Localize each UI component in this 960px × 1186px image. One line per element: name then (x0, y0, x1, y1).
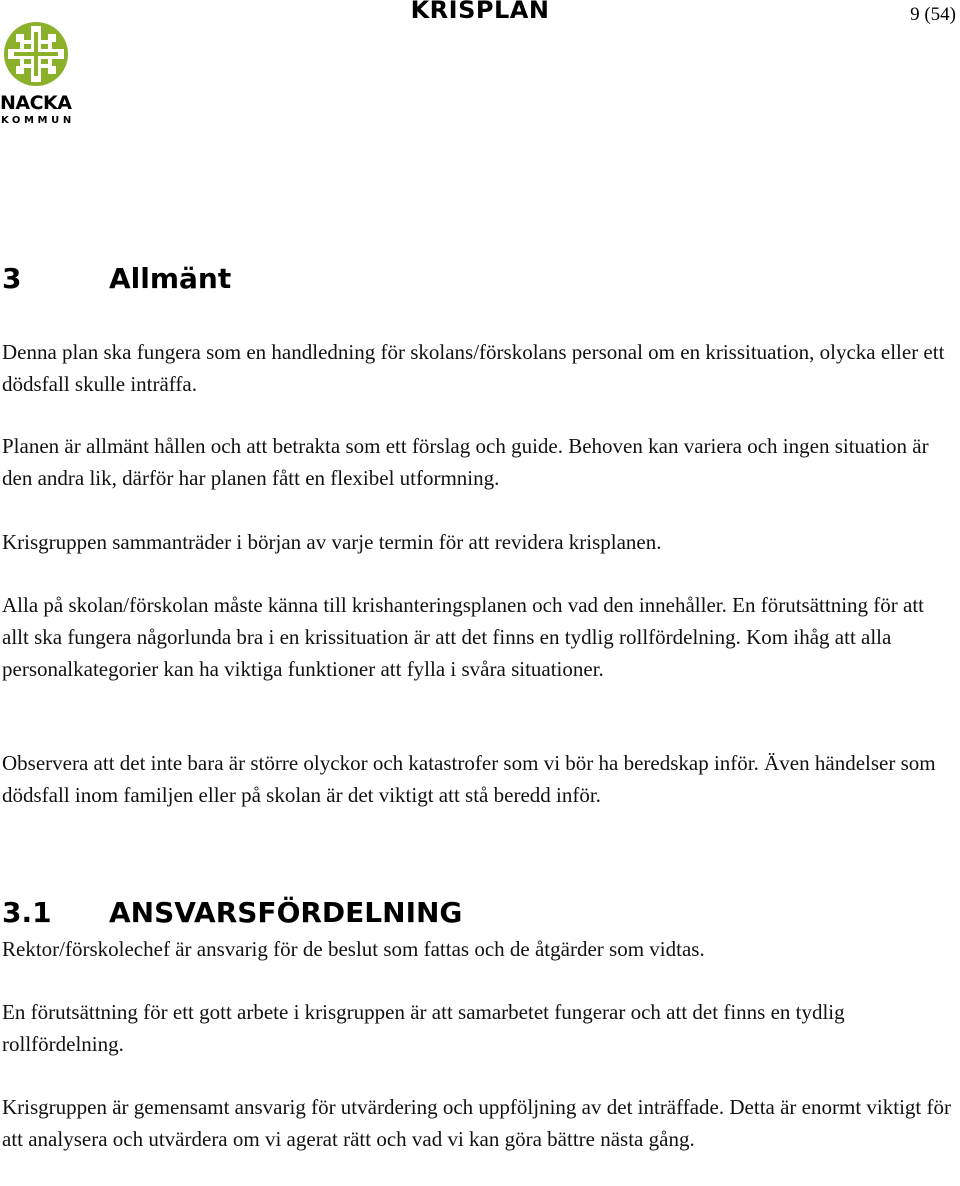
logo-subtitle: KOMMUN (1, 115, 75, 126)
document-title: KRISPLAN (410, 0, 550, 24)
paragraph: Alla på skolan/förskolan måste känna till krishanteringsplanen och vad den innehåller. En förutsättning för att allt ska fungera någorlunda bra i en krissituation är att det finns en tydlig rollfördelning. Kom ihåg att alla personalkategorier kan ha viktiga funktioner att fylla i svåra situationer. (2, 593, 925, 681)
paragraph: En förutsättning för ett gott arbete i krisgruppen är att samarbetet fungerar och att det finns en tydlig rollfördelning. (2, 1000, 845, 1056)
section-title: Allmänt (109, 262, 232, 295)
paragraph: Observera att det inte bara är större olyckor och katastrofer som vi bör ha beredskap inför. Även händelser som dödsfall inom familjen eller på skolan är det viktigt att stå beredd inför. (2, 751, 936, 807)
subsection-heading (2, 896, 462, 929)
paragraph: Denna plan ska fungera som en handledning för skolans/förskolans personal om en krissituation, olycka eller ett dödsfall skulle inträffa. (2, 340, 945, 396)
paragraph: Rektor/förskolechef är ansvarig för de beslut som fattas och de åtgärder som vidtas. (2, 937, 705, 961)
section-number: 3 (2, 262, 22, 295)
nacka-kommun-logo (0, 22, 80, 126)
paragraph: Krisgruppen sammanträder i början av varje termin för att revidera krisplanen. (2, 530, 662, 554)
logo-emblem-icon (0, 22, 74, 86)
section-heading (2, 262, 231, 295)
paragraph: Krisgruppen är gemensamt ansvarig för utvärdering och uppföljning av det inträffade. Detta är enormt viktigt för att analysera och utvärdera om vi agerat rätt och vad vi kan göra bättre nästa gång. (2, 1095, 951, 1151)
subsection-number: 3.1 (2, 896, 52, 929)
subsection-title: ANSVARSFÖRDELNING (109, 896, 463, 929)
paragraph: Planen är allmänt hållen och att betrakta som ett förslag och guide. Behoven kan variera och ingen situation är den andra lik, därför har planen fått en flexibel utformning. (2, 434, 929, 490)
page-number: 9 (54) (910, 4, 956, 25)
logo-name: NACKA (0, 92, 72, 114)
